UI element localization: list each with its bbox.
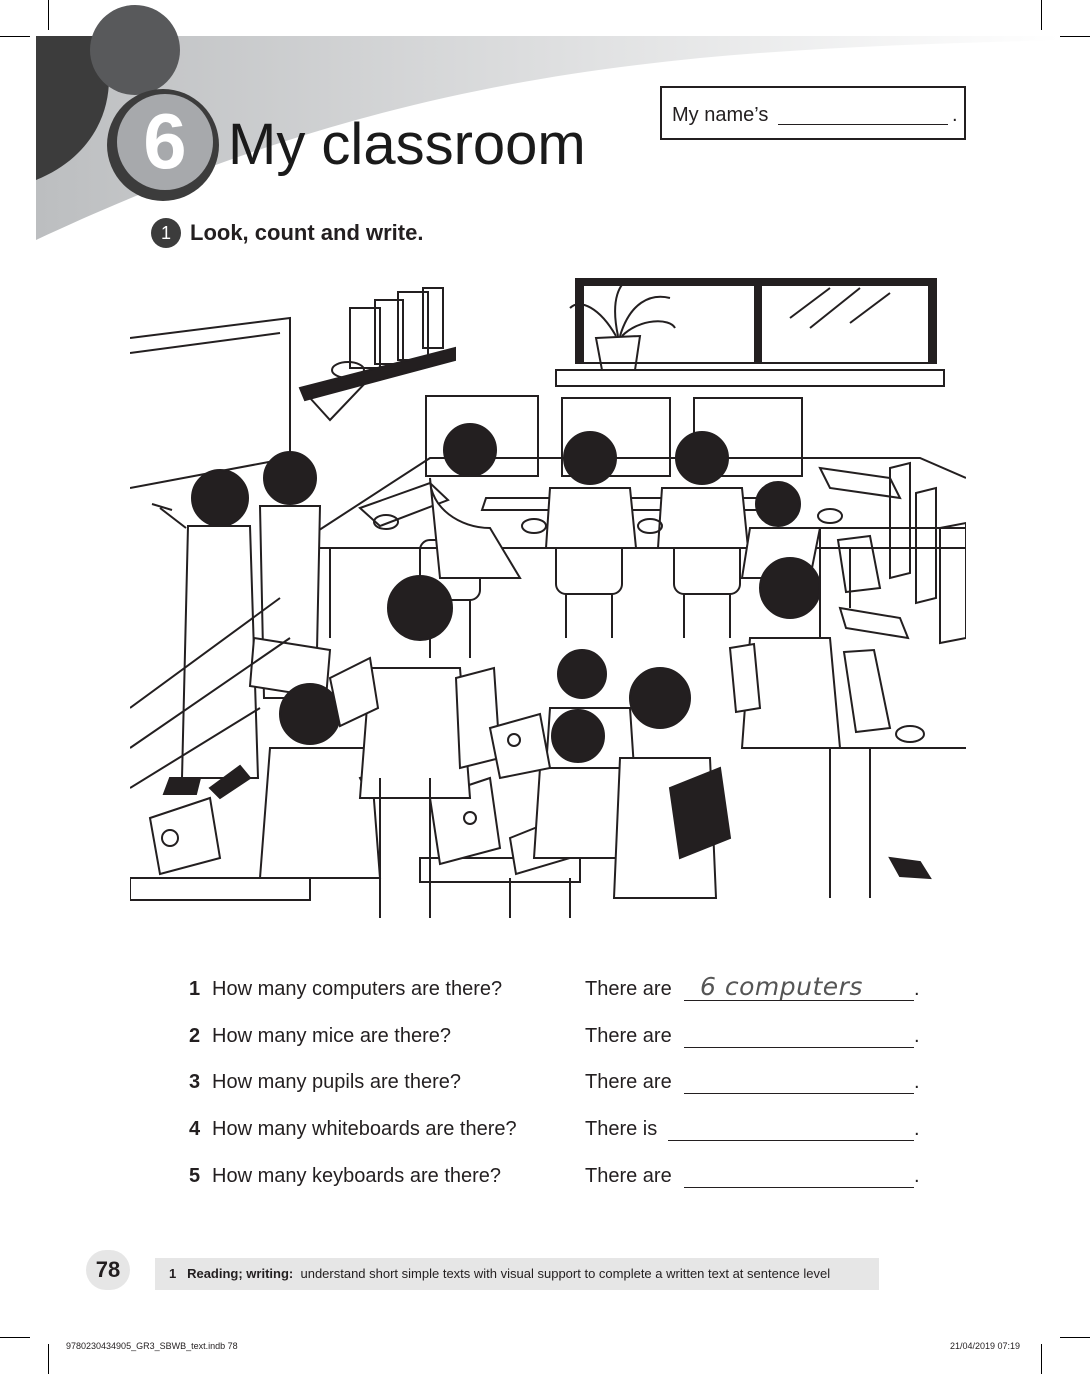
answer-period: . <box>914 978 920 1000</box>
answer-prefix: There are <box>585 978 672 1000</box>
question-text: How many mice are there? <box>212 1025 451 1047</box>
answer-line[interactable] <box>684 1047 914 1048</box>
answer-prefix: There are <box>585 1025 672 1047</box>
question-text: How many whiteboards are there? <box>212 1118 517 1140</box>
question-text: How many pupils are there? <box>212 1071 462 1093</box>
print-slug-file: 9780230434905_GR3_SBWB_text.indb 78 <box>66 1341 238 1351</box>
answer-prefix: There is <box>585 1118 658 1140</box>
name-label: My name’s <box>672 104 769 126</box>
question-row <box>0 1067 1090 1097</box>
answer-period: . <box>914 1165 920 1187</box>
exercise-instruction: Look, count and write. <box>190 220 424 245</box>
objective-number: 1 <box>169 1266 177 1281</box>
classroom-illustration <box>130 278 966 930</box>
answer-line[interactable] <box>684 1093 914 1094</box>
question-number: 1 <box>189 978 201 1000</box>
question-row <box>0 1021 1090 1051</box>
crop-mark <box>1060 1337 1090 1338</box>
answer-line[interactable] <box>684 1187 914 1188</box>
objective-text <box>169 1258 830 1290</box>
question-row <box>0 974 1090 1004</box>
objective-description: understand short simple texts with visual support to complete a written text at sentence level <box>300 1266 831 1281</box>
exercise-number: 1 <box>151 218 181 248</box>
question-row <box>0 1114 1090 1144</box>
print-slug-date: 21/04/2019 07:19 <box>950 1341 1021 1351</box>
answer-prefix: There are <box>585 1165 672 1187</box>
unit-title: My classroom <box>228 112 586 177</box>
objective-bar <box>155 1258 879 1290</box>
name-box <box>660 86 966 140</box>
question-number: 3 <box>189 1071 201 1093</box>
question-number: 5 <box>189 1165 201 1187</box>
answer-line[interactable] <box>668 1140 914 1141</box>
crop-mark <box>48 1344 49 1374</box>
name-period: . <box>952 104 958 126</box>
handwritten-answer: 6 computers <box>700 972 863 1001</box>
answer-period: . <box>914 1118 920 1140</box>
answer-period: . <box>914 1071 920 1093</box>
answer-period: . <box>914 1025 920 1047</box>
question-number: 4 <box>189 1118 201 1140</box>
question-text: How many computers are there? <box>212 978 503 1000</box>
question-row <box>0 1161 1090 1191</box>
unit-number: 6 <box>143 97 187 185</box>
name-input-line[interactable] <box>778 124 948 125</box>
objective-skill: Reading; writing: <box>187 1266 294 1281</box>
question-text: How many keyboards are there? <box>212 1165 502 1187</box>
answer-prefix: There are <box>585 1071 672 1093</box>
crop-mark <box>0 1337 30 1338</box>
page-number: 78 <box>86 1250 130 1290</box>
crop-mark <box>1041 1344 1042 1374</box>
question-number: 2 <box>189 1025 201 1047</box>
